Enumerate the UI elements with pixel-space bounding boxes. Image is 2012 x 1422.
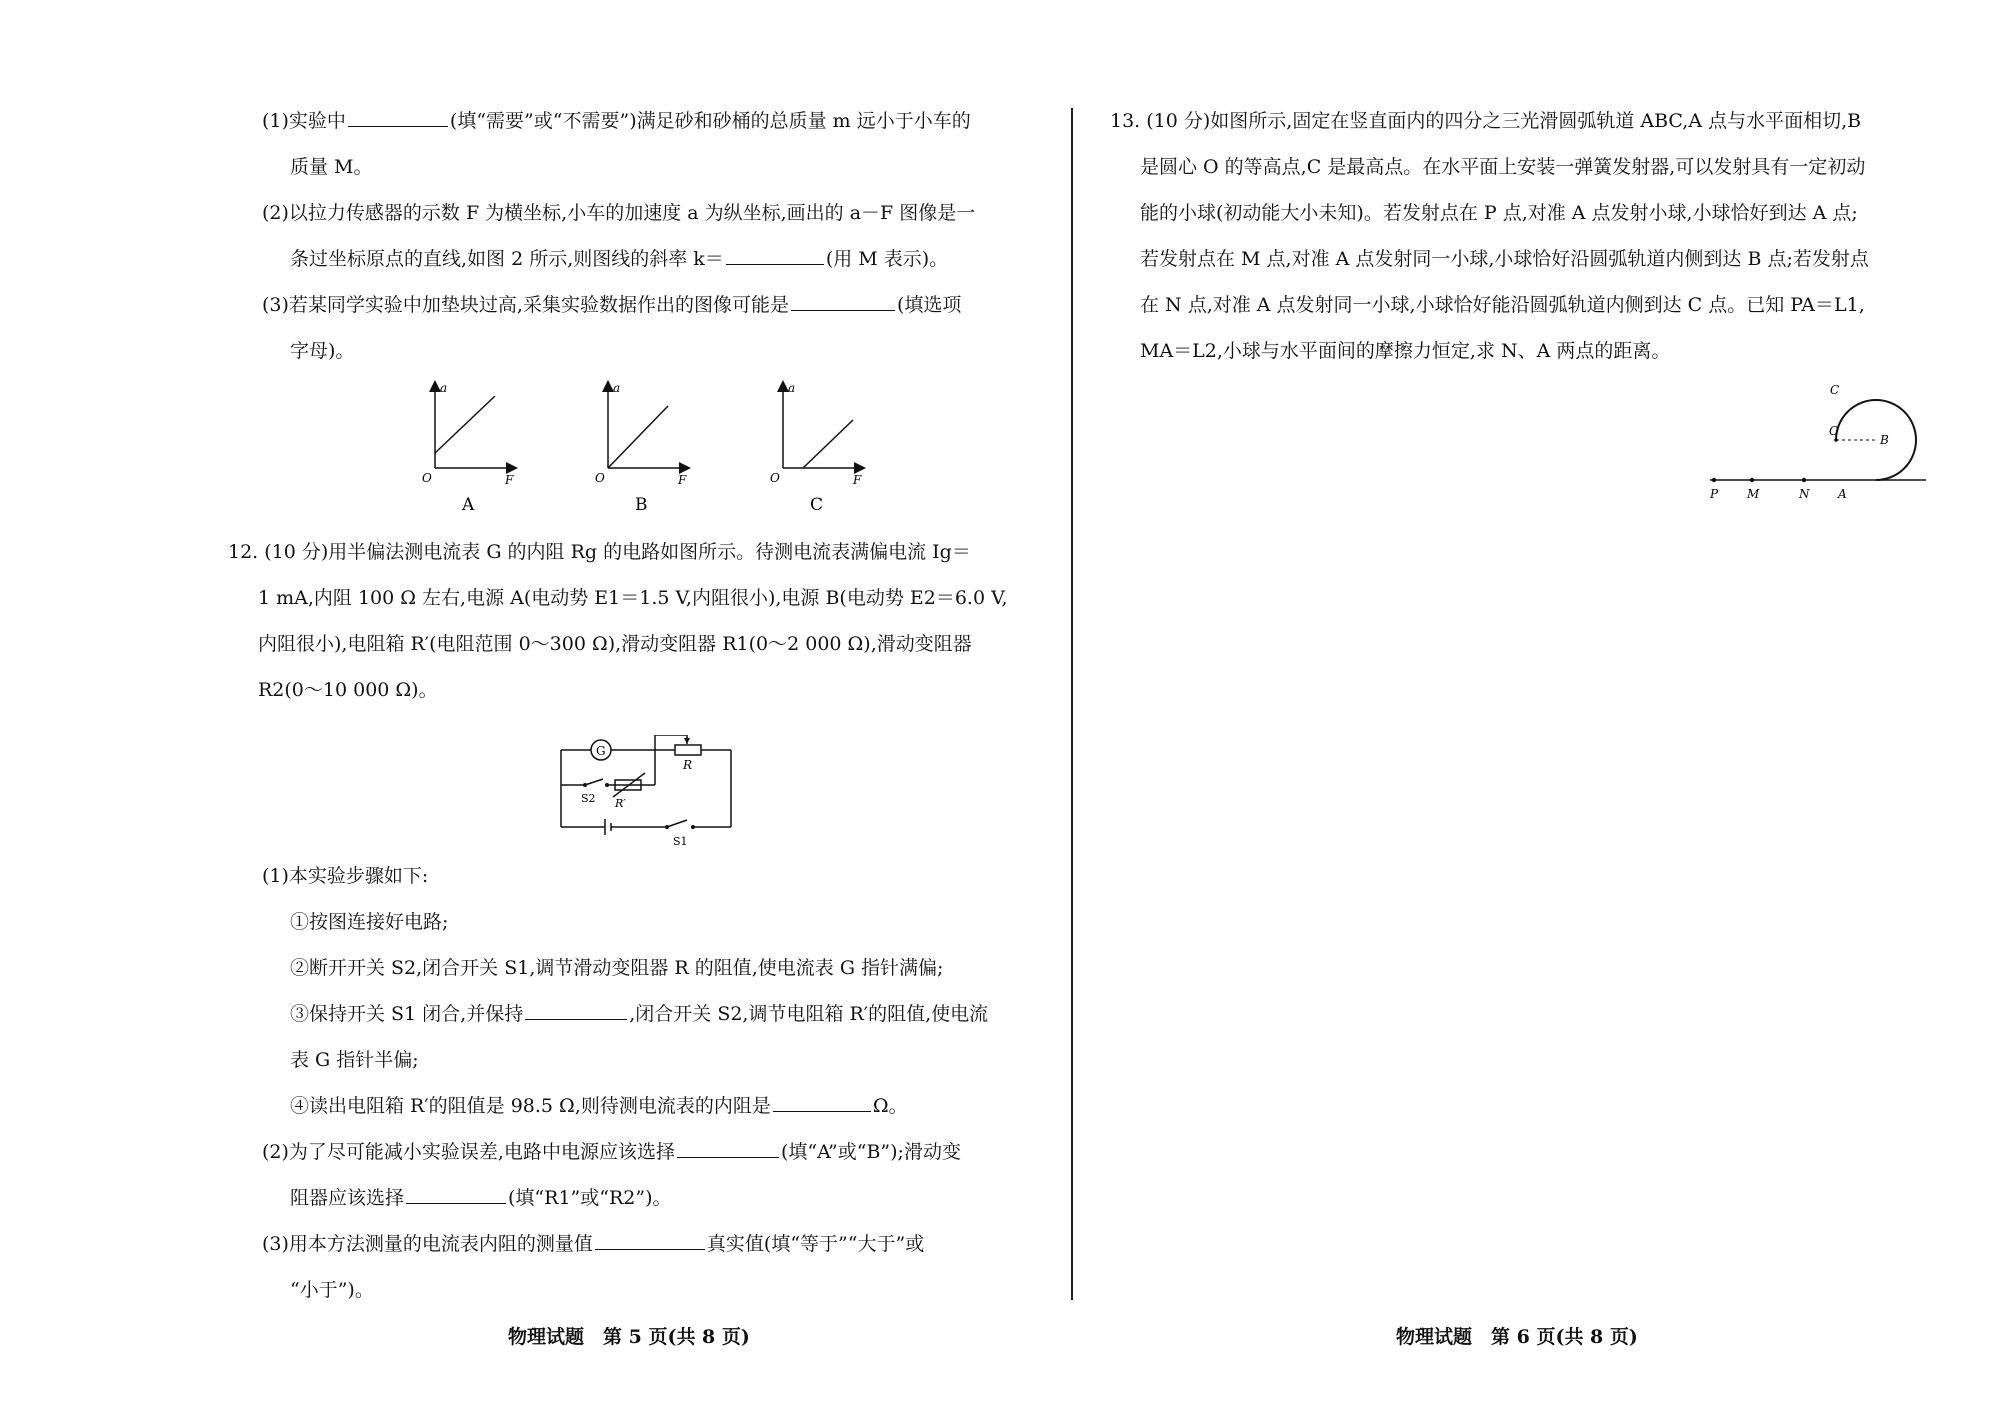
q13-track-figure [1686, 378, 2006, 503]
q12-part3-blank[interactable] [595, 1231, 705, 1250]
q12-step4-blank[interactable] [773, 1093, 871, 1112]
graph-c-y-label: a [788, 381, 796, 395]
circuit-label-s1: S1 [673, 835, 688, 847]
q12-part2-blank-b[interactable] [406, 1185, 506, 1204]
q11-part1-blank[interactable] [348, 108, 448, 127]
label-p: P [1710, 487, 1719, 501]
graph-a[interactable] [422, 381, 515, 515]
point-n-dot [1802, 478, 1806, 482]
q12-part3-text-a: (3)用本方法测量的电流表内阻的测量值 [262, 1233, 593, 1255]
q12-part2-text-d: (填“R1”或“R2”)。 [508, 1187, 672, 1209]
left-page-footer: 物理试题 第 5 页(共 8 页) [508, 1326, 750, 1348]
q13-line5: 在 N 点,对准 A 点发射同一小球,小球恰好能沿圆弧轨道内侧到达 C 点。已知 PA＝L1, [1140, 294, 1865, 316]
q13-line6: MA＝L2,小球与水平面间的摩擦力恒定,求 N、A 两点的距离。 [1140, 340, 1671, 362]
q12-step3-line1 [290, 1001, 988, 1027]
graph-a-option-label: A [462, 495, 475, 515]
graph-c-x-label: F [853, 473, 862, 487]
q13-line4: 若发射点在 M 点,对准 A 点发射同一小球,小球恰好沿圆弧轨道内侧到达 B 点;若发射点 [1140, 248, 1869, 270]
q11-part1-text-a: (1)实验中 [262, 110, 346, 132]
graph-b[interactable] [595, 381, 688, 515]
graph-b-option-label: B [635, 495, 648, 515]
point-m-dot [1750, 478, 1754, 482]
graph-c-line [803, 420, 853, 468]
q11-part3-line1 [262, 292, 961, 318]
q11-part3-text-b: (填选项 [896, 294, 962, 316]
label-o: O [1829, 424, 1839, 438]
graph-c-option-label: C [810, 495, 824, 515]
q12-intro-line3: 内阻很小),电阻箱 R′(电阻范围 0～300 Ω),滑动变阻器 R1(0～2 000 Ω),滑动变阻器 [258, 633, 972, 655]
q12-step3-text-a: ③保持开关 S1 闭合,并保持 [290, 1003, 524, 1025]
q12-circuit-diagram [555, 735, 745, 847]
q11-part3-text-a: (3)若某同学实验中加垫块过高,采集实验数据作出的图像可能是 [262, 294, 789, 316]
q12-part2-line2 [290, 1185, 671, 1211]
graph-b-y-label: a [613, 381, 621, 395]
q11-part3-line2: 字母)。 [290, 340, 355, 362]
circuit-label-s2: S2 [581, 792, 596, 805]
q11-part3-blank[interactable] [791, 292, 895, 311]
q12-step4 [290, 1093, 908, 1119]
graph-b-x-label: F [678, 473, 687, 487]
q13-line1: 13. (10 分)如图所示,固定在竖直面内的四分之三光滑圆弧轨道 ABC,A 点与水平面相切,B [1110, 110, 1862, 132]
q12-intro-line1: 12. (10 分)用半偏法测电流表 G 的内阻 Rg 的电路如图所示。待测电流表满偏电流 Ig＝ [228, 541, 971, 563]
label-m: M [1747, 487, 1760, 501]
q12-steps-title: (1)本实验步骤如下: [262, 865, 429, 887]
q11-part1-text-b: (填“需要”或“不需要”)满足砂和砂桶的总质量 m 远小于小车的 [449, 110, 971, 132]
q11-part2-text-c: (用 M 表示)。 [825, 248, 949, 270]
q12-part3-line1 [262, 1231, 924, 1257]
q12-step2: ②断开开关 S2,闭合开关 S1,调节滑动变阻器 R 的阻值,使电流表 G 指针满偏; [290, 957, 944, 979]
graph-c[interactable] [770, 381, 863, 515]
right-page-footer: 物理试题 第 6 页(共 8 页) [1396, 1326, 1638, 1348]
graph-b-line [608, 406, 668, 468]
q11-part2-line2 [290, 246, 948, 272]
q12-step1: ①按图连接好电路; [290, 911, 449, 933]
q12-step3-text-b: ,闭合开关 S2,调节电阻箱 R′的阻值,使电流 [629, 1003, 989, 1025]
graph-c-origin: O [770, 471, 780, 485]
graph-a-origin: O [422, 471, 432, 485]
q12-step4-text-b: Ω。 [872, 1095, 908, 1117]
q12-part3-line2: “小于”)。 [290, 1279, 374, 1301]
q12-part2-blank-a[interactable] [677, 1139, 779, 1158]
q12-part2-line1 [262, 1139, 961, 1165]
q12-step3-blank[interactable] [525, 1001, 627, 1020]
label-b: B [1880, 433, 1889, 447]
graph-b-origin: O [595, 471, 605, 485]
page-divider [1071, 108, 1073, 1300]
q11-part2-line1: (2)以拉力传感器的示数 F 为横坐标,小车的加速度 a 为纵坐标,画出的 a－F 图像是一 [262, 202, 976, 224]
circuit-label-r: R [683, 758, 693, 772]
q13-line2: 是圆心 O 的等高点,C 是最高点。在水平面上安装一弹簧发射器,可以发射具有一定初动 [1140, 156, 1866, 178]
label-a: A [1838, 487, 1847, 501]
graph-a-line [435, 396, 495, 453]
q12-part2-text-b: (填“A”或“B”);滑动变 [780, 1141, 961, 1163]
circuit-label-box: R′ [615, 797, 626, 810]
q11-part1-line1 [262, 108, 971, 134]
circuit-label-g: G [596, 744, 606, 758]
label-c: C [1830, 383, 1840, 397]
q12-step4-text-a: ④读出电阻箱 R′的阻值是 98.5 Ω,则待测电流表的内阻是 [290, 1095, 771, 1117]
q12-intro-line2: 1 mA,内阻 100 Ω 左右,电源 A(电动势 E1＝1.5 V,内阻很小),电源 B(电动势 E2＝6.0 V, [258, 587, 1008, 609]
label-n: N [1799, 487, 1810, 501]
q12-step3-line2: 表 G 指针半偏; [290, 1049, 419, 1071]
right-page [1076, 0, 2012, 1422]
q12-part3-text-b: 真实值(填“等于”“大于”或 [706, 1233, 925, 1255]
q12-part2-text-a: (2)为了尽可能减小实验误差,电路中电源应该选择 [262, 1141, 675, 1163]
center-o-dot [1834, 438, 1838, 442]
q11-part2-blank[interactable] [726, 246, 824, 265]
q12-part2-text-c: 阻器应该选择 [290, 1187, 405, 1209]
q11-part2-text-b: 条过坐标原点的直线,如图 2 所示,则图线的斜率 k＝ [290, 248, 724, 270]
point-p-dot [1712, 478, 1716, 482]
q13-line3: 能的小球(初动能大小未知)。若发射点在 P 点,对准 A 点发射小球,小球恰好到达 A 点; [1140, 202, 1858, 224]
q11-part1-line2: 质量 M。 [290, 156, 373, 178]
graph-a-y-label: a [440, 381, 448, 395]
q11-graphs [410, 378, 880, 518]
graph-a-x-label: F [505, 473, 514, 487]
q12-intro-line4: R2(0～10 000 Ω)。 [258, 679, 438, 701]
